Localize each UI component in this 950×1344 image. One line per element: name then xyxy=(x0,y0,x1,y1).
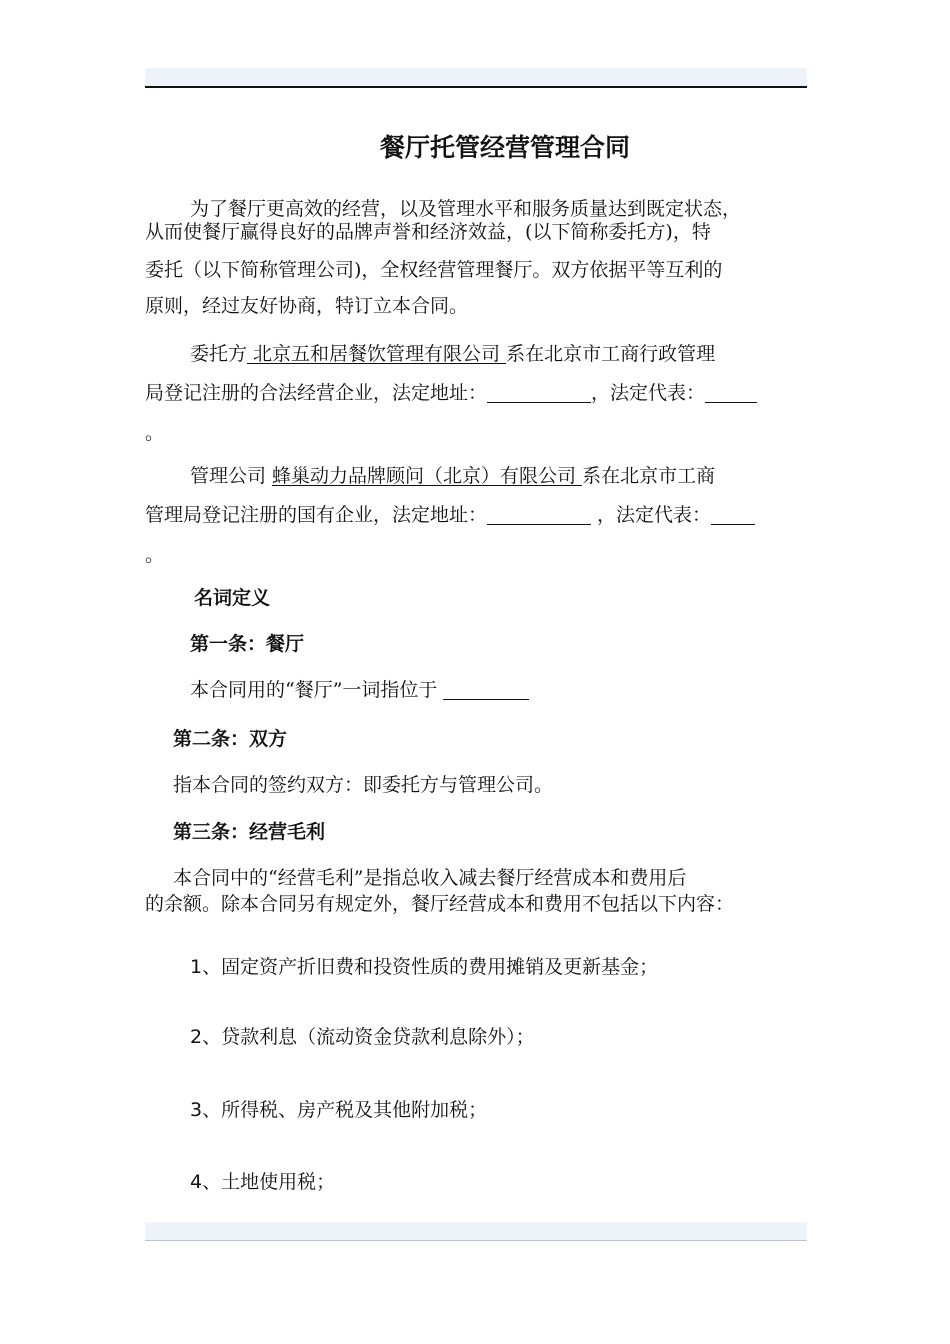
intro-line-3: 委托（以下简称管理公司)，全权经营管理餐厅。双方依据平等互利的 xyxy=(145,259,723,281)
manager-clause xyxy=(190,457,870,495)
exclusion-item xyxy=(190,1163,870,1201)
exclusion-number: 2 xyxy=(190,1026,203,1048)
exclusion-number: 1 xyxy=(190,956,203,978)
article-2-title: 第二条：双方 xyxy=(173,728,288,750)
manager-clause-line-2 xyxy=(145,496,825,534)
definitions-heading: 名词定义 xyxy=(194,587,271,609)
article-1-text: 本合同用的“餐厅”一词指位于 xyxy=(190,679,444,701)
exclusion-item xyxy=(190,948,870,986)
document-title: 餐厅托管经营管理合同 xyxy=(379,133,630,162)
exclusion-text: 、贷款利息（流动资金贷款利息除外）； xyxy=(202,1026,535,1048)
page-header-band xyxy=(145,68,807,86)
client-clause-end: 。 xyxy=(145,422,165,444)
intro-line-2: 从而使餐厅赢得良好的品牌声誉和经济效益，(以下简称委托方)，特 xyxy=(145,221,711,243)
article-3-body-line-1: 本合同中的“经营毛利”是指总收入减去餐厅经营成本和费用后 xyxy=(173,867,687,889)
article-3-body-line-2: 的余额。除本合同另有规定外，餐厅经营成本和费用不包括以下内容： xyxy=(145,893,735,915)
client-rep-label: ，法定代表： xyxy=(591,382,706,404)
exclusion-text: 、土地使用税； xyxy=(202,1171,336,1193)
manager-rep-blank xyxy=(711,502,755,525)
manager-company-name: 蜂巢动力品牌顾问（北京）有限公司 xyxy=(272,465,583,487)
client-address-blank xyxy=(487,380,591,403)
client-clause xyxy=(190,335,870,373)
intro-line-1: 为了餐厅更高效的经营，以及管理水平和服务质量达到既定状态， xyxy=(190,198,742,220)
client-clause-line-2 xyxy=(145,374,825,412)
page-header-rule xyxy=(145,86,807,88)
exclusion-item xyxy=(190,1091,870,1129)
client-address-label: 局登记注册的合法经营企业，法定地址： xyxy=(145,382,488,404)
client-suffix: 系在北京市工商行政管理 xyxy=(506,343,716,365)
article-2-body: 指本合同的签约双方：即委托方与管理公司。 xyxy=(173,774,554,796)
manager-clause-end: 。 xyxy=(145,544,165,566)
manager-address-label: 管理局登记注册的国有企业，法定地址： xyxy=(145,504,488,526)
exclusion-item xyxy=(190,1018,870,1056)
page-footer-band xyxy=(145,1222,807,1240)
manager-rep-label: ，法定代表： xyxy=(591,504,712,526)
article-3-title: 第三条：经营毛利 xyxy=(173,821,326,843)
manager-prefix: 管理公司 xyxy=(190,465,273,487)
manager-suffix: 系在北京市工商 xyxy=(582,465,716,487)
exclusion-text: 、所得税、房产税及其他附加税； xyxy=(202,1099,488,1121)
intro-line-4: 原则，经过友好协商，特订立本合同。 xyxy=(145,295,469,317)
exclusion-number: 3 xyxy=(190,1099,203,1121)
manager-address-blank xyxy=(487,502,591,525)
client-rep-blank xyxy=(705,380,757,403)
page-footer-rule xyxy=(145,1240,807,1241)
article-1-body xyxy=(190,671,870,709)
restaurant-location-blank xyxy=(443,677,529,700)
client-company-name: 北京五和居餐饮管理有限公司 xyxy=(247,343,507,365)
exclusion-number: 4 xyxy=(190,1171,203,1193)
article-1-title: 第一条：餐厅 xyxy=(190,633,305,655)
client-prefix: 委托方 xyxy=(190,343,248,365)
exclusion-text: 、固定资产折旧费和投资性质的费用摊销及更新基金； xyxy=(202,956,659,978)
